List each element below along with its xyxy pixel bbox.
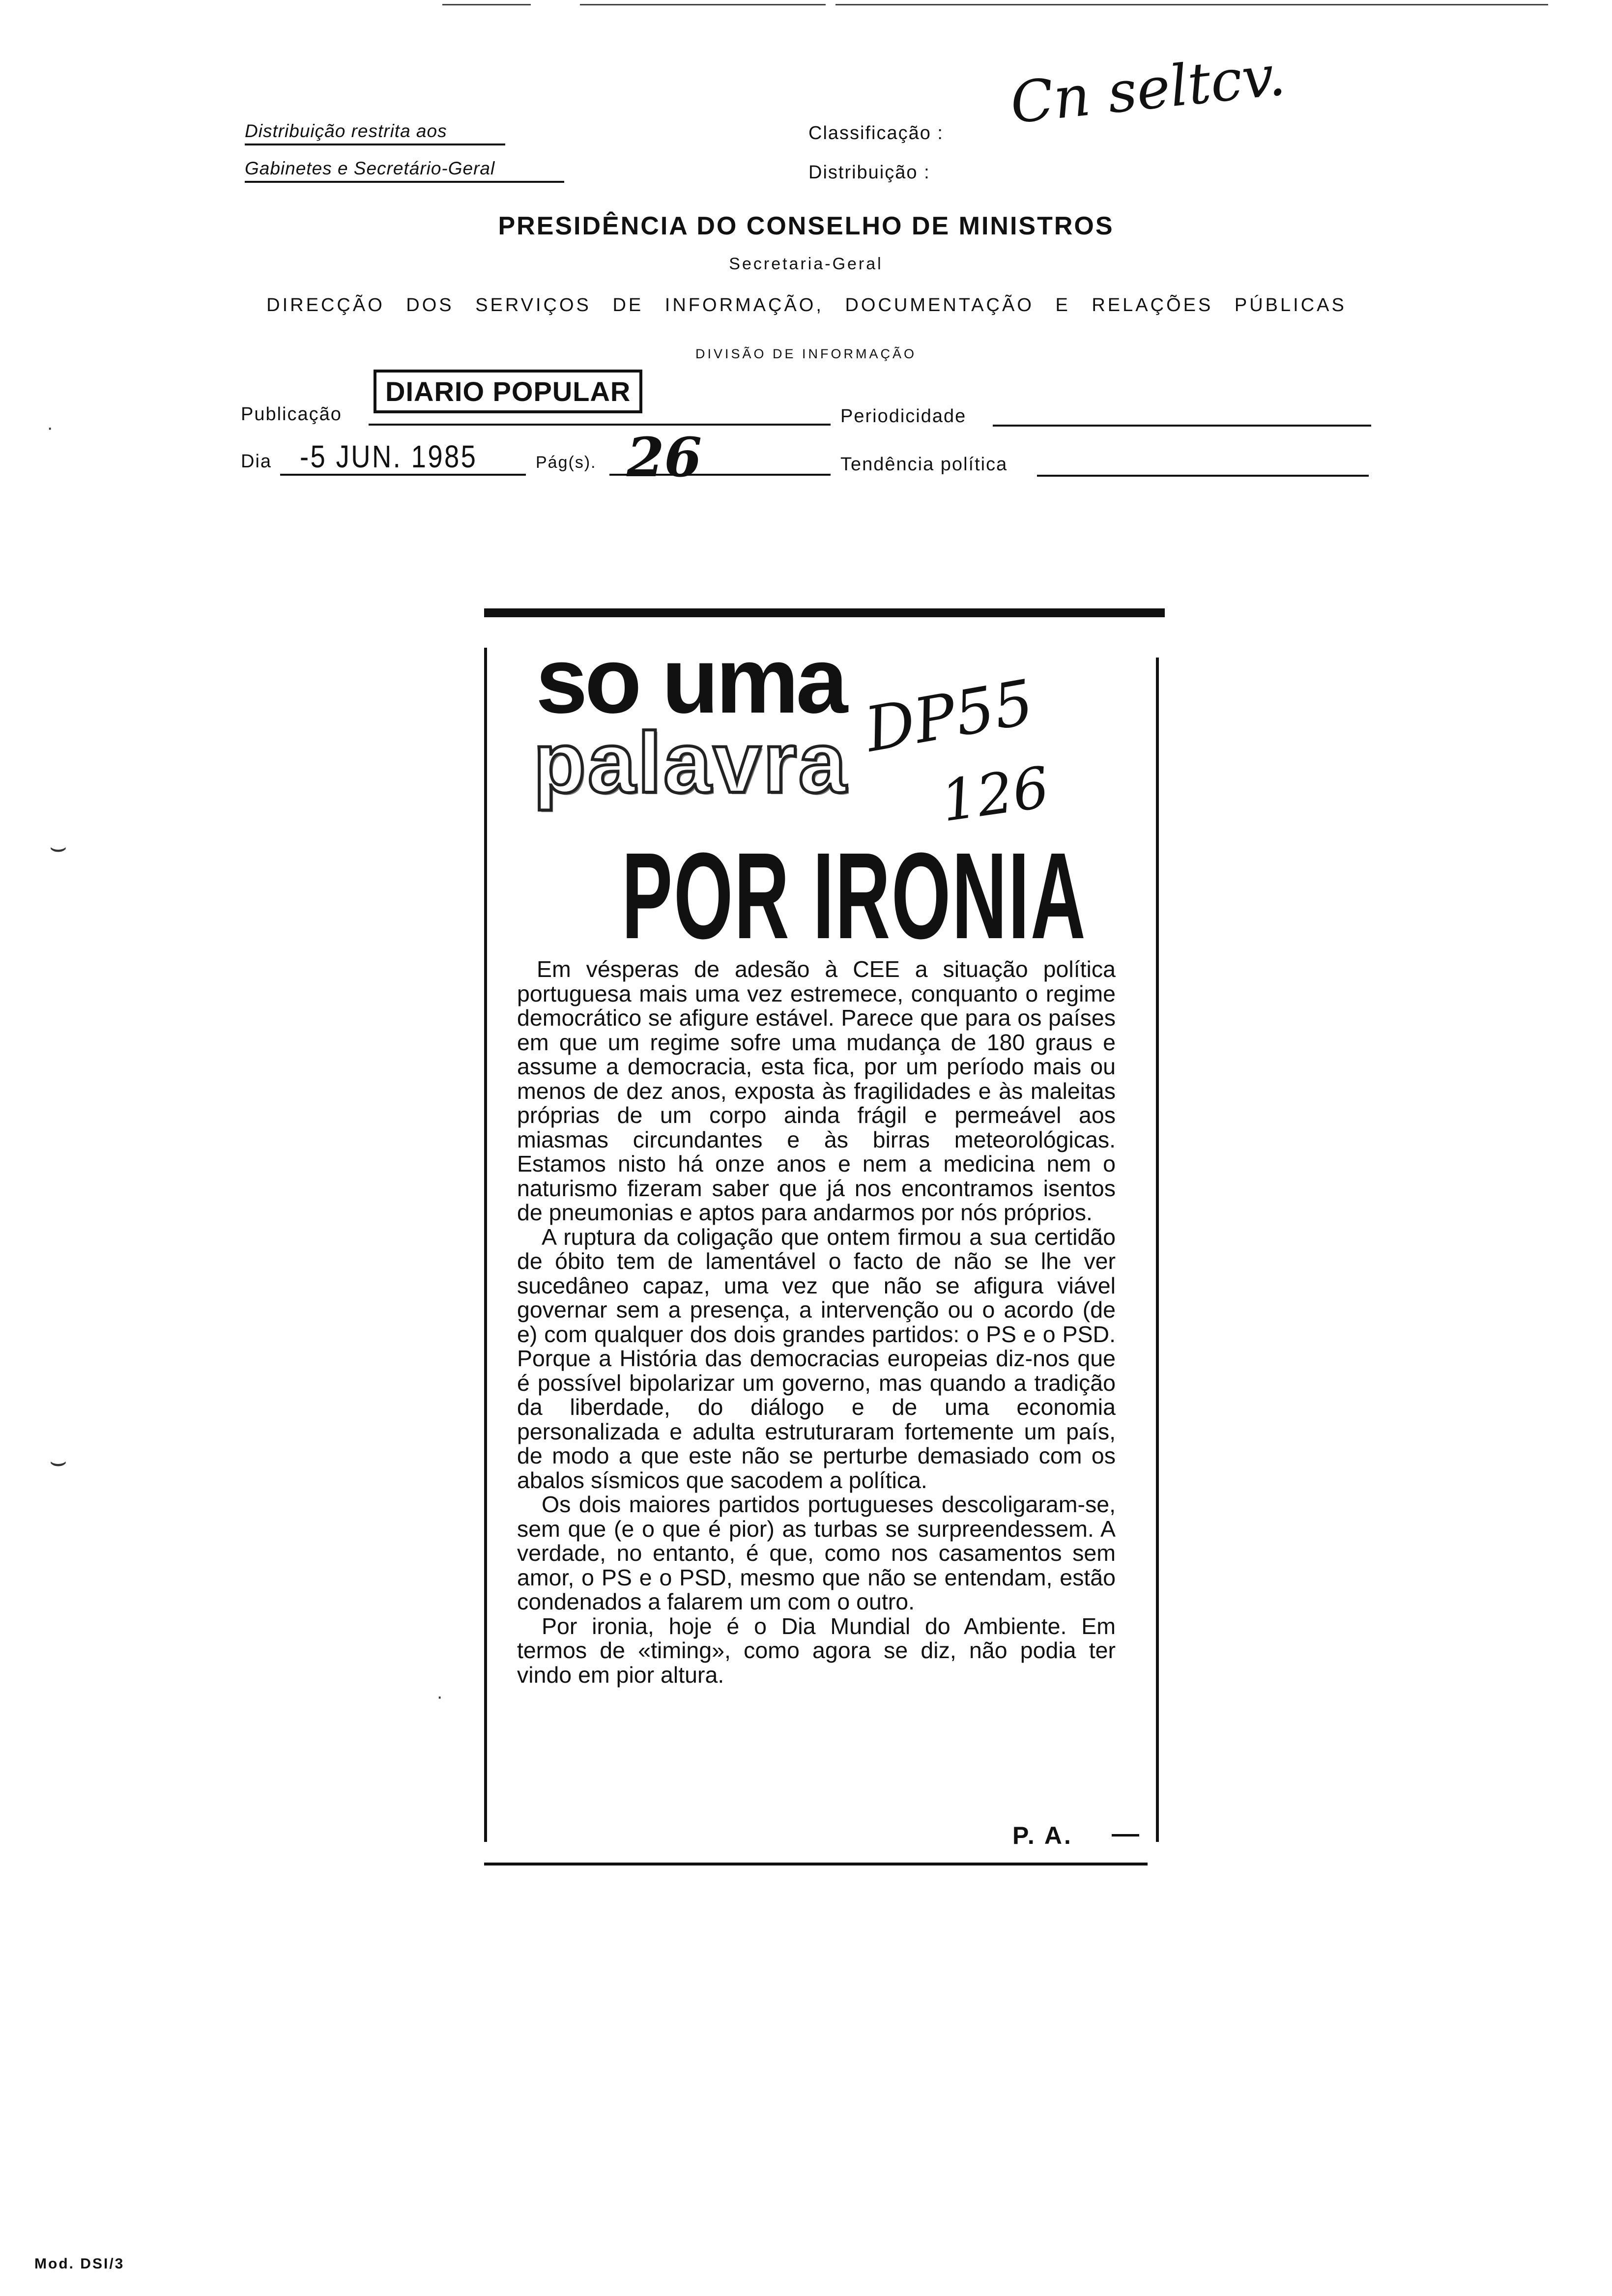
scan-mark: ⌣ bbox=[49, 1445, 67, 1476]
article-top-rule bbox=[484, 608, 1165, 617]
model-number: Mod. DSI/3 bbox=[34, 2256, 125, 2272]
tendencia-label: Tendência política bbox=[840, 454, 1008, 475]
article-paragraph: Os dois maiores partidos portugueses descoligaram-se, sem que (e o que é pior) as turbas se surpreendessem. A verdade, no entanto, é que, como nos casamentos sem amor, o PS e o PSD, mesmo que não se entendam, estão condenados a falarem um com o outro. bbox=[517, 1492, 1116, 1614]
signature-dash bbox=[1112, 1834, 1139, 1837]
scan-dot: · bbox=[47, 417, 54, 438]
handwritten-note-2: 126 bbox=[937, 754, 1053, 835]
headline-line-3: POR IRONIA bbox=[622, 827, 1087, 964]
publication-stamp: DIARIO POPULAR bbox=[374, 370, 642, 413]
classificacao-label: Classificação : bbox=[808, 123, 944, 144]
periodicidade-line bbox=[993, 425, 1371, 427]
scan-mark: ⌣ bbox=[49, 831, 67, 862]
distribution-line-1: Distribuição restrita aos bbox=[245, 121, 505, 145]
periodicidade-label: Periodicidade bbox=[840, 406, 967, 427]
pags-label: Pág(s). bbox=[536, 453, 597, 472]
division-name: DIVISÃO DE INFORMAÇÃO bbox=[695, 346, 917, 361]
date-stamp: -5 JUN. 1985 bbox=[300, 439, 478, 474]
article-signature: P. A. bbox=[1012, 1822, 1073, 1849]
scan-line bbox=[580, 4, 826, 5]
article-body bbox=[517, 957, 1116, 1687]
page-subtitle: Secretaria-Geral bbox=[729, 255, 883, 273]
headline-line-2: palavra bbox=[533, 715, 848, 811]
article-left-rule bbox=[484, 648, 487, 1842]
dia-line bbox=[280, 474, 526, 476]
publicacao-label: Publicação bbox=[241, 404, 342, 425]
distribution-line-2: Gabinetes e Secretário-Geral bbox=[245, 158, 564, 183]
distribuicao-label: Distribuição : bbox=[808, 162, 930, 183]
scan-line bbox=[835, 4, 1548, 5]
article-paragraph: A ruptura da coligação que ontem firmou a sua certidão de óbito tem de lamentável o facto de não se lhe ver sucedâneo capaz, uma vez que não se afigura viável governar sem a presença, a intervenção ou o acordo (de e) com qualquer dos dois grandes partidos: o PS e o PSD. Porque a História das democracias europeias diz-nos que é possível bipolarizar um governo, mas quando a tradição da liberdade, do diálogo e de uma economia personalizada e adulta estruturaram fortemente um país, de modo a que este não se perturbe demasiado com os abalos sísmicos que sacodem a política. bbox=[517, 1224, 1116, 1493]
article-paragraph: Por ironia, hoje é o Dia Mundial do Ambiente. Em termos de «timing», como agora se diz, não podia ter vindo em pior altura. bbox=[517, 1613, 1116, 1688]
article-right-rule bbox=[1156, 658, 1159, 1842]
dia-label: Dia bbox=[241, 451, 272, 472]
pags-line bbox=[609, 474, 831, 476]
headline-line-1: so uma bbox=[536, 629, 845, 733]
handwritten-reference: Cn seltcv. bbox=[1007, 42, 1289, 137]
pags-value: 26 bbox=[627, 426, 702, 489]
publicacao-line bbox=[369, 424, 831, 426]
tendencia-line bbox=[1037, 475, 1369, 477]
department-name: DIRECÇÃO DOS SERVIÇOS DE INFORMAÇÃO, DOCUMENTAÇÃO E RELAÇÕES PÚBLICAS bbox=[266, 295, 1347, 316]
scan-line bbox=[442, 4, 531, 5]
article-bottom-rule bbox=[484, 1863, 1148, 1866]
handwritten-note-1: DP55 bbox=[860, 666, 1039, 766]
article-paragraph: Em vésperas de adesão à CEE a situação política portuguesa mais uma vez estremece, conquanto o regime democrático se afigure estável. Parece que para os países em que um regime sofre uma mudança de 180 graus e assume a democracia, esta fica, por um período mais ou menos de dez anos, exposta às fragilidades e às maleitas próprias de um corpo ainda frágil e permeável aos miasmas circundantes e às birras meteorológicas. Estamos nisto há onze anos e nem a medicina nem o naturismo fizeram saber que já nos encontramos isentos de pneumonias e aptos para andarmos por nós próprios. bbox=[517, 956, 1116, 1225]
page-title: PRESIDÊNCIA DO CONSELHO DE MINISTROS bbox=[498, 212, 1114, 240]
scan-dot: · bbox=[436, 1686, 443, 1707]
